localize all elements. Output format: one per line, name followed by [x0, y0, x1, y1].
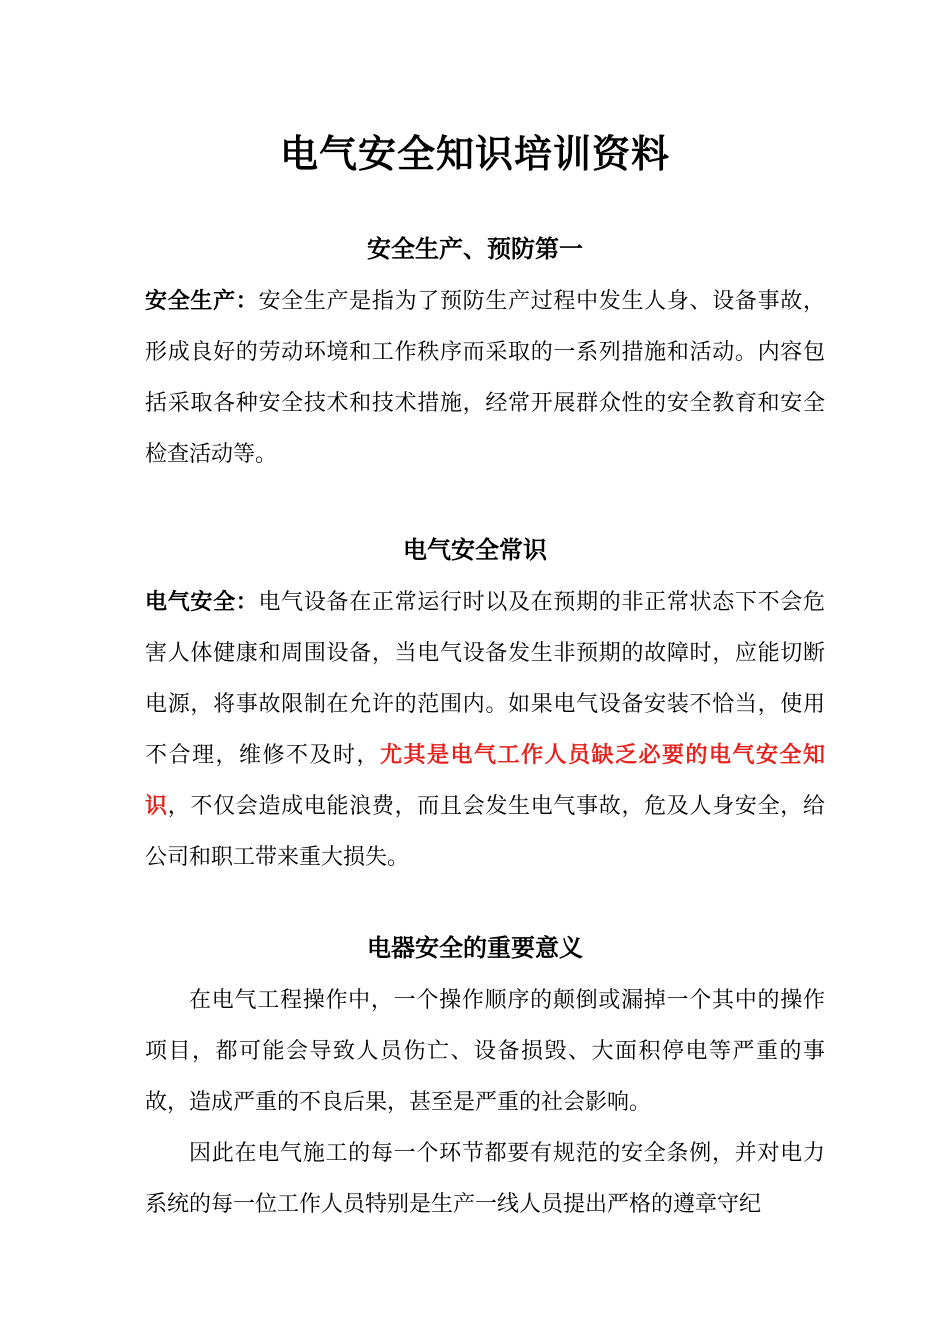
section-heading-electrical-safety: 电气安全常识	[403, 535, 547, 564]
paragraph-text: 安全生产是指为了预防生产过程中发生人身、设备事故，形成良好的劳动环境和工作秩序而采取的一系列措施和活动。内容包括采取各种安全技术和技术措施，经常开展群众性的安全教育和安全检查活动等。	[145, 289, 825, 467]
paragraph-text: ，不仅会造成电能浪费，而且会发生电气事故，危及人身安全，给公司和职工带来重大损失。	[145, 794, 825, 870]
highlighted-warning-text: 尤其是电气工作人员缺乏必要的电气安全知识	[145, 742, 825, 819]
section-paragraph-safety-production	[145, 276, 825, 480]
paragraph-text: 电气设备在正常运行时以及在预期的非正常状态下不会危害人体健康和周围设备，当电气设备发生非预期的故障时，应能切断电源，将事故限制在允许的范围内。如果电气设备安装不恰当，使用不合理，维修不及时，	[145, 590, 825, 768]
section-heading-importance: 电器安全的重要意义	[367, 933, 583, 962]
paragraph-lead-label: 电气安全：	[145, 589, 259, 615]
document-title: 电气安全知识培训资料	[279, 131, 670, 176]
section-paragraph-electrical-safety	[145, 577, 825, 883]
section-heading-safety-production: 安全生产、预防第一	[367, 234, 583, 263]
section-paragraph-importance-2: 因此在电气施工的每一个环节都要有规范的安全条例，并对电力系统的每一位工作人员特别是生产一线人员提出严格的遵章守纪	[145, 1141, 825, 1217]
section-paragraph-importance-1: 在电气工程操作中，一个操作顺序的颠倒或漏掉一个其中的操作项目，都可能会导致人员伤亡、设备损毁、大面积停电等严重的事故，造成严重的不良后果，甚至是严重的社会影响。	[145, 988, 825, 1115]
paragraph-lead-label: 安全生产：	[145, 288, 259, 314]
